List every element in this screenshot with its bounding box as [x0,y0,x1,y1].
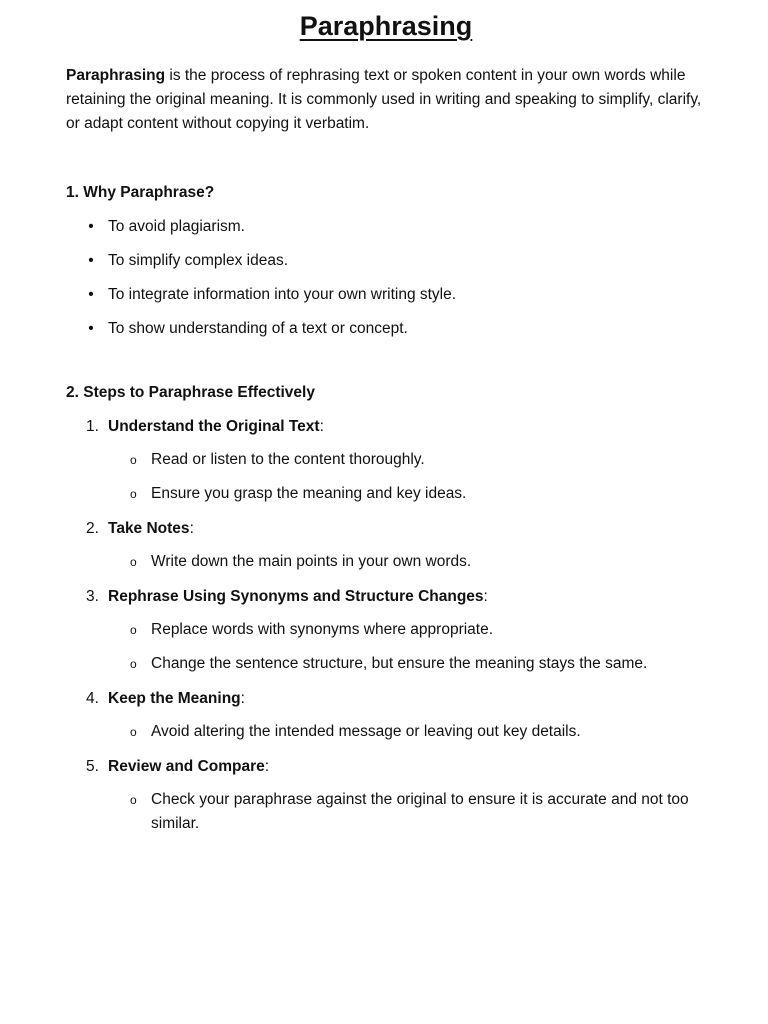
circle-bullet-icon: o [130,487,137,501]
list-item [66,284,706,306]
step-item [66,416,706,506]
step-label: Take Notes [108,520,190,537]
sub-list-item [66,618,706,642]
circle-bullet-icon: o [130,793,137,807]
bullet-icon: • [88,286,94,303]
circle-bullet-icon: o [130,453,137,467]
sub-item-text: Replace words with synonyms where appropriate. [151,621,494,638]
sub-item-text: Ensure you grasp the meaning and key ideas. [151,485,467,502]
step-number: 1. [86,418,99,435]
step-number: 4. [86,690,99,707]
step-colon: : [319,418,324,435]
step-colon: : [483,588,488,605]
steps-list [66,416,706,836]
list-item-text: To simplify complex ideas. [108,252,289,269]
sub-item-text: Write down the main points in your own words. [151,553,472,570]
list-item-text: To integrate information into your own writing style. [108,286,457,303]
intro-text: is the process of rephrasing text or spoken content in your own words while retaining the original meaning. It is commonly used in writing and speaking to simplify, clarify, or adapt content without copying it verbatim. [66,67,702,132]
step-item [66,688,706,744]
step-colon: : [264,758,270,775]
why-list [66,216,706,340]
circle-bullet-icon: o [130,657,137,671]
step-colon: : [240,690,245,707]
sub-list-item [66,550,706,574]
sub-list-item [66,448,706,472]
step-label: Keep the Meaning [108,690,241,707]
sub-item-text: Avoid altering the intended message or leaving out key details. [151,723,581,740]
sub-list-item [66,482,706,506]
sub-list-item [66,788,706,836]
bullet-icon: • [88,218,94,235]
section-heading-why: 1. Why Paraphrase? [66,184,215,201]
sub-item-text: Change the sentence structure, but ensure the meaning stays the same. [151,655,648,672]
step-label: Understand the Original Text [108,418,320,435]
step-colon: : [189,520,194,537]
list-item [66,318,706,340]
circle-bullet-icon: o [130,725,137,739]
step-item [66,756,706,836]
section-heading-steps: 2. Steps to Paraphrase Effectively [66,384,315,401]
list-item-text: To avoid plagiarism. [108,218,245,235]
step-item [66,586,706,676]
list-item-text: To show understanding of a text or concept. [108,320,408,337]
sub-list-item [66,652,706,676]
intro-paragraph [66,64,706,136]
page-title: Paraphrasing [299,11,473,41]
step-number: 5. [86,758,99,775]
intro-term: Paraphrasing [66,67,166,84]
step-number: 3. [86,588,99,605]
sub-list-item [66,720,706,744]
step-number: 2. [86,520,99,537]
list-item [66,216,706,238]
circle-bullet-icon: o [130,555,137,569]
bullet-icon: • [88,320,94,337]
bullet-icon: • [88,252,94,269]
step-label: Review and Compare [108,758,265,775]
sub-item-text: Check your paraphrase against the original to ensure it is accurate and not too similar. [151,791,689,832]
list-item [66,250,706,272]
circle-bullet-icon: o [130,623,137,637]
sub-item-text: Read or listen to the content thoroughly. [151,451,425,468]
step-item [66,518,706,574]
step-label: Rephrase Using Synonyms and Structure Changes [108,588,484,605]
